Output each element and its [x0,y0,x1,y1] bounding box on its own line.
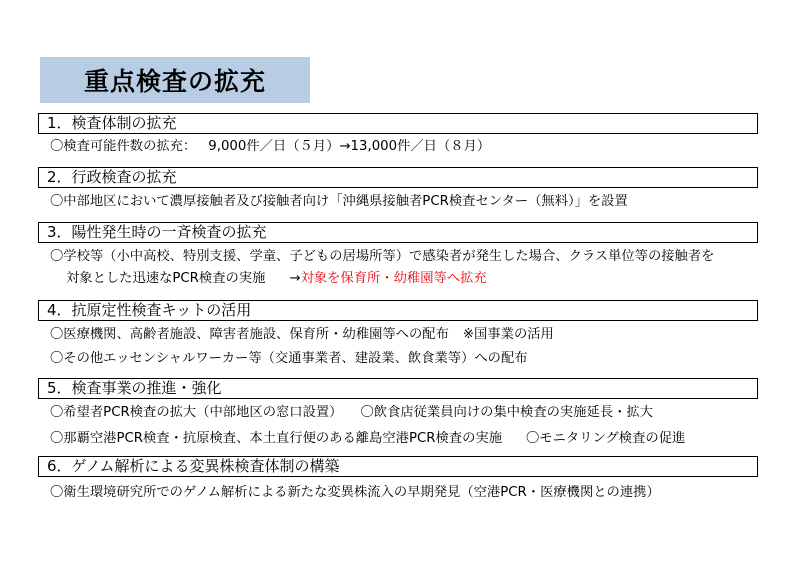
section-heading-6: 6．ゲノム解析による変異株検査体制の構築 [38,456,758,477]
section-5-line-2-b: 〇モニタリング検査の促進 [526,431,686,446]
highlight-text: 対象を保育所・幼稚園等へ拡充 [300,271,487,286]
title-box [40,57,310,103]
section-heading-2: 2．行政検査の拡充 [38,167,758,188]
section-4-note: ※国事業の活用 [462,327,554,342]
section-5-line-1 [50,404,653,422]
section-heading-4: 4．抗原定性検査キットの活用 [38,300,758,321]
section-4-line-1 [50,326,554,344]
section-1-value: 9,000件／日（５月）→13,000件／日（８月） [208,139,491,154]
section-6-line-1: 〇衛生環境研究所でのゲノム解析による新たな変異株流入の早期発見（空港PCR・医療機関との連携） [50,485,660,500]
section-heading-3: 3．陽性発生時の一斉検査の拡充 [38,222,758,243]
section-5-line-2-a: 〇那覇空港PCR検査・抗原検査、本土直行便のある離島空港PCR検査の実施 [50,431,502,446]
section-heading-1: 1．検査体制の拡充 [38,113,758,134]
section-5-line-1-b: 〇飲食店従業員向けの集中検査の実施延長・拡大 [360,405,654,420]
section-4-line-2: 〇その他エッセンシャルワーカー等（交通事業者、建設業、飲食業等）への配布 [50,351,528,366]
section-5-line-1-a: 〇希望者PCR検査の拡大（中部地区の窓口設置） [50,405,343,420]
section-3-line-1: 〇学校等（小中高校、特別支援、学童、子どもの居場所等）で感染者が発生した場合、クラス単位等の接触者を [50,249,715,264]
section-heading-5: 5．検査事業の推進・強化 [38,378,758,399]
section-3-line-2-text: 対象とした迅速なPCR検査の実施 [66,271,266,286]
arrow-icon: → [289,271,301,286]
section-2-line-1: 〇中部地区において濃厚接触者及び接触者向け「沖縄県接触者PCR検査センター（無料）」を設置 [50,194,628,209]
section-5-line-2 [50,430,685,448]
page-title: 重点検査の拡充 [83,67,266,96]
section-1-label: 〇検査可能件数の拡充： [50,139,197,154]
section-4-line-1-text: 〇医療機関、高齢者施設、障害者施設、保育所・幼稚園等への配布 [50,327,449,342]
section-1-line-1 [50,138,490,156]
section-3-line-2 [66,270,487,288]
